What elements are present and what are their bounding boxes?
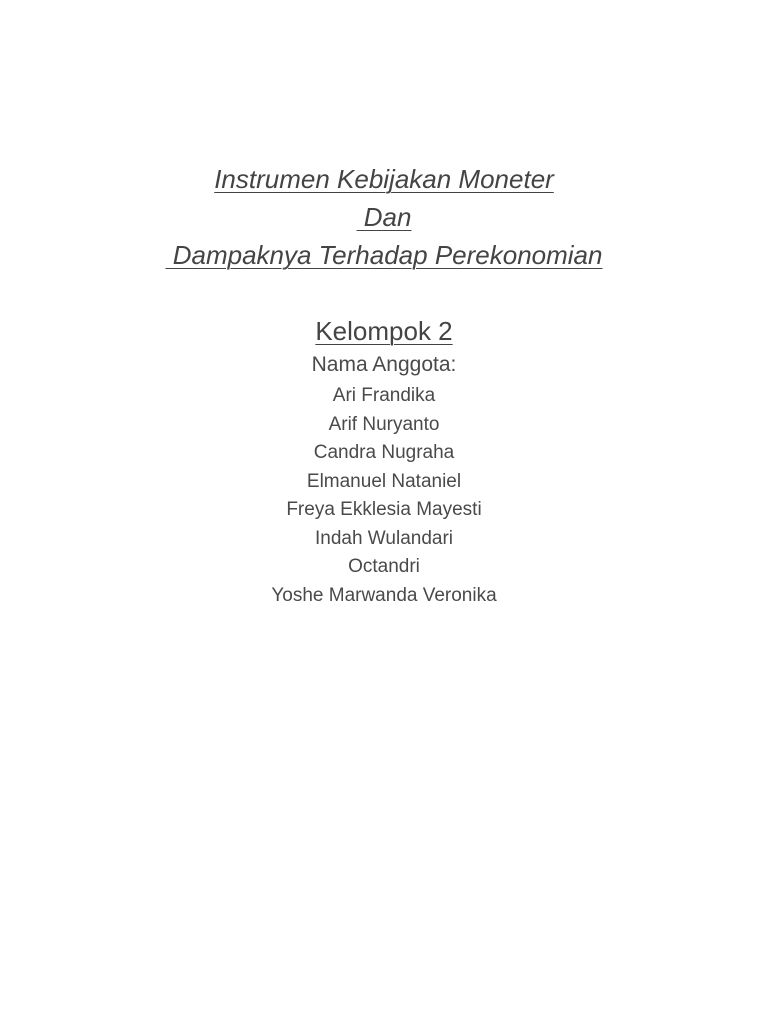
- member-name: Elmanuel Nataniel: [306, 470, 462, 492]
- member-name: Indah Wulandari: [314, 527, 454, 549]
- title-line-1: Instrumen Kebijakan Moneter: [214, 164, 554, 194]
- document-title: [0, 160, 768, 274]
- member-list: [0, 382, 768, 610]
- title-line-3: Dampaknya Terhadap Perekonomian: [165, 240, 603, 270]
- member-name: Freya Ekklesia Mayesti: [286, 499, 482, 520]
- member-name: Arif Nuryanto: [328, 413, 440, 435]
- member-name: Yoshe Marwanda Veronika: [271, 584, 497, 606]
- group-section: [0, 312, 768, 610]
- member-name: Candra Nugraha: [313, 442, 455, 463]
- member-name: Ari Frandika: [332, 385, 436, 406]
- title-line-2: Dan: [356, 202, 412, 232]
- member-name: Octandri: [348, 556, 420, 577]
- group-title: Kelompok 2: [315, 316, 453, 346]
- members-label: Nama Anggota:: [311, 353, 457, 376]
